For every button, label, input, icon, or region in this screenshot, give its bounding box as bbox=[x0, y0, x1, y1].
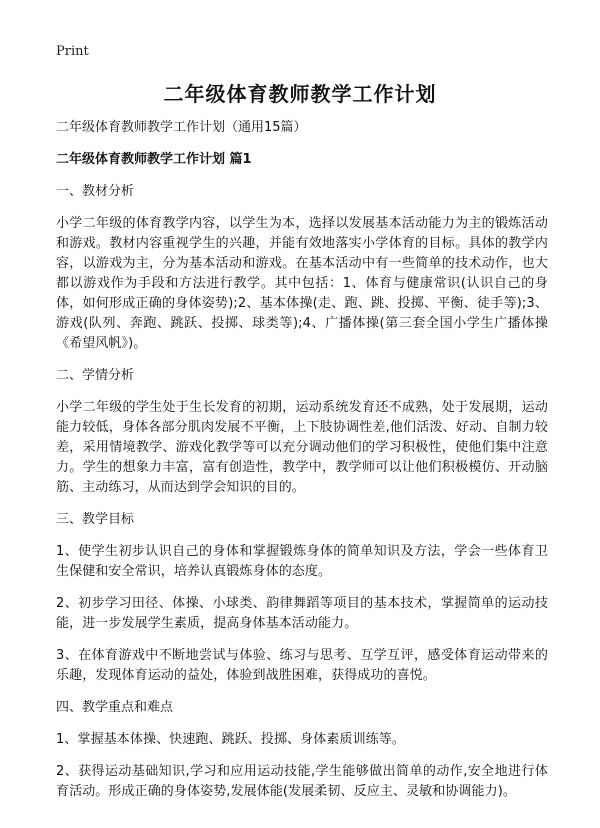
heading-teaching-goals: 三、教学目标 bbox=[56, 512, 135, 527]
paragraph-goal-3: 3、在体育游戏中不断地尝试与体验、练习与思考、互学互评，感受体育运动带来的乐趣，发现体育运动的益处，体验到战胜困难，获得成功的喜悦。 bbox=[56, 648, 548, 683]
paragraph-student-analysis: 小学二年级的学生处于生长发育的初期，运动系统发育还不成熟，处于发展期，运动能力较低，身体各部分肌肉发展不平衡，上下肢协调性差,他们活泼、好动、自制力较差，采用情境教学、游戏化教学等可以充分调动他们的学习积极性，使他们集中注意力。学生的想象力丰富，富有创造性，教学中，教学师可以让他们积极模仿、开动脑筋、主动练习，从而达到学会知识的目的。 bbox=[56, 400, 548, 495]
paragraph-key-point-2: 2、获得运动基础知识,学习和应用运动技能,学生能够做出简单的动作,安全地进行体育活动。形成正确的身体姿势,发展体能(发展柔韧、反应主、灵敏和协调能力)。 bbox=[56, 764, 548, 799]
paragraph-textbook-analysis: 小学二年级的体育教学内容，以学生为本，选择以发展基本活动能力为主的锻炼活动和游戏。教材内容重视学生的兴趣，并能有效地落实小学体育的目标。具体的教学内容，以游戏为主，分为基本活动和游戏。在基本活动中有一些简单的技术动作，也大都以游戏作为手段和方法进行教学。其中包括：1、体育与健康常识(认识自己的身体，如何形成正确的身体姿势);2、基本体操(走、跑、跳、投掷、平衡、徒手等);3、游戏(队列、奔跑、跳跃、投掷、球类等);4、广播体操(第三套全国小学生广播体操《希望风帆》)。 bbox=[56, 216, 548, 351]
paragraph-key-point-1: 1、掌握基本体操、快速跑、跳跃、投掷、身体素质训练等。 bbox=[56, 732, 405, 747]
heading-student-analysis: 二、学情分析 bbox=[56, 368, 135, 383]
heading-key-points: 四、教学重点和难点 bbox=[56, 700, 174, 715]
paragraph-goal-1: 1、使学生初步认识自己的身体和掌握锻炼身体的简单知识及方法，学会一些体育卫生保健和安全常识，培养认真锻炼身体的态度。 bbox=[56, 544, 548, 579]
print-link[interactable]: Print bbox=[56, 44, 89, 59]
document-body bbox=[56, 118, 548, 814]
heading-textbook-analysis: 一、教材分析 bbox=[56, 184, 135, 199]
section-title: 二年级体育教师教学工作计划 篇1 bbox=[56, 152, 252, 167]
paragraph-goal-2: 2、初步学习田径、体操、小球类、韵律舞蹈等项目的基本技术，掌握简单的运动技能，进一步发展学生素质，提高身体基本活动能力。 bbox=[56, 596, 548, 631]
page-title: 二年级体育教师教学工作计划 bbox=[163, 82, 437, 106]
document-subtitle: 二年级体育教师教学工作计划（通用15篇） bbox=[56, 120, 307, 135]
